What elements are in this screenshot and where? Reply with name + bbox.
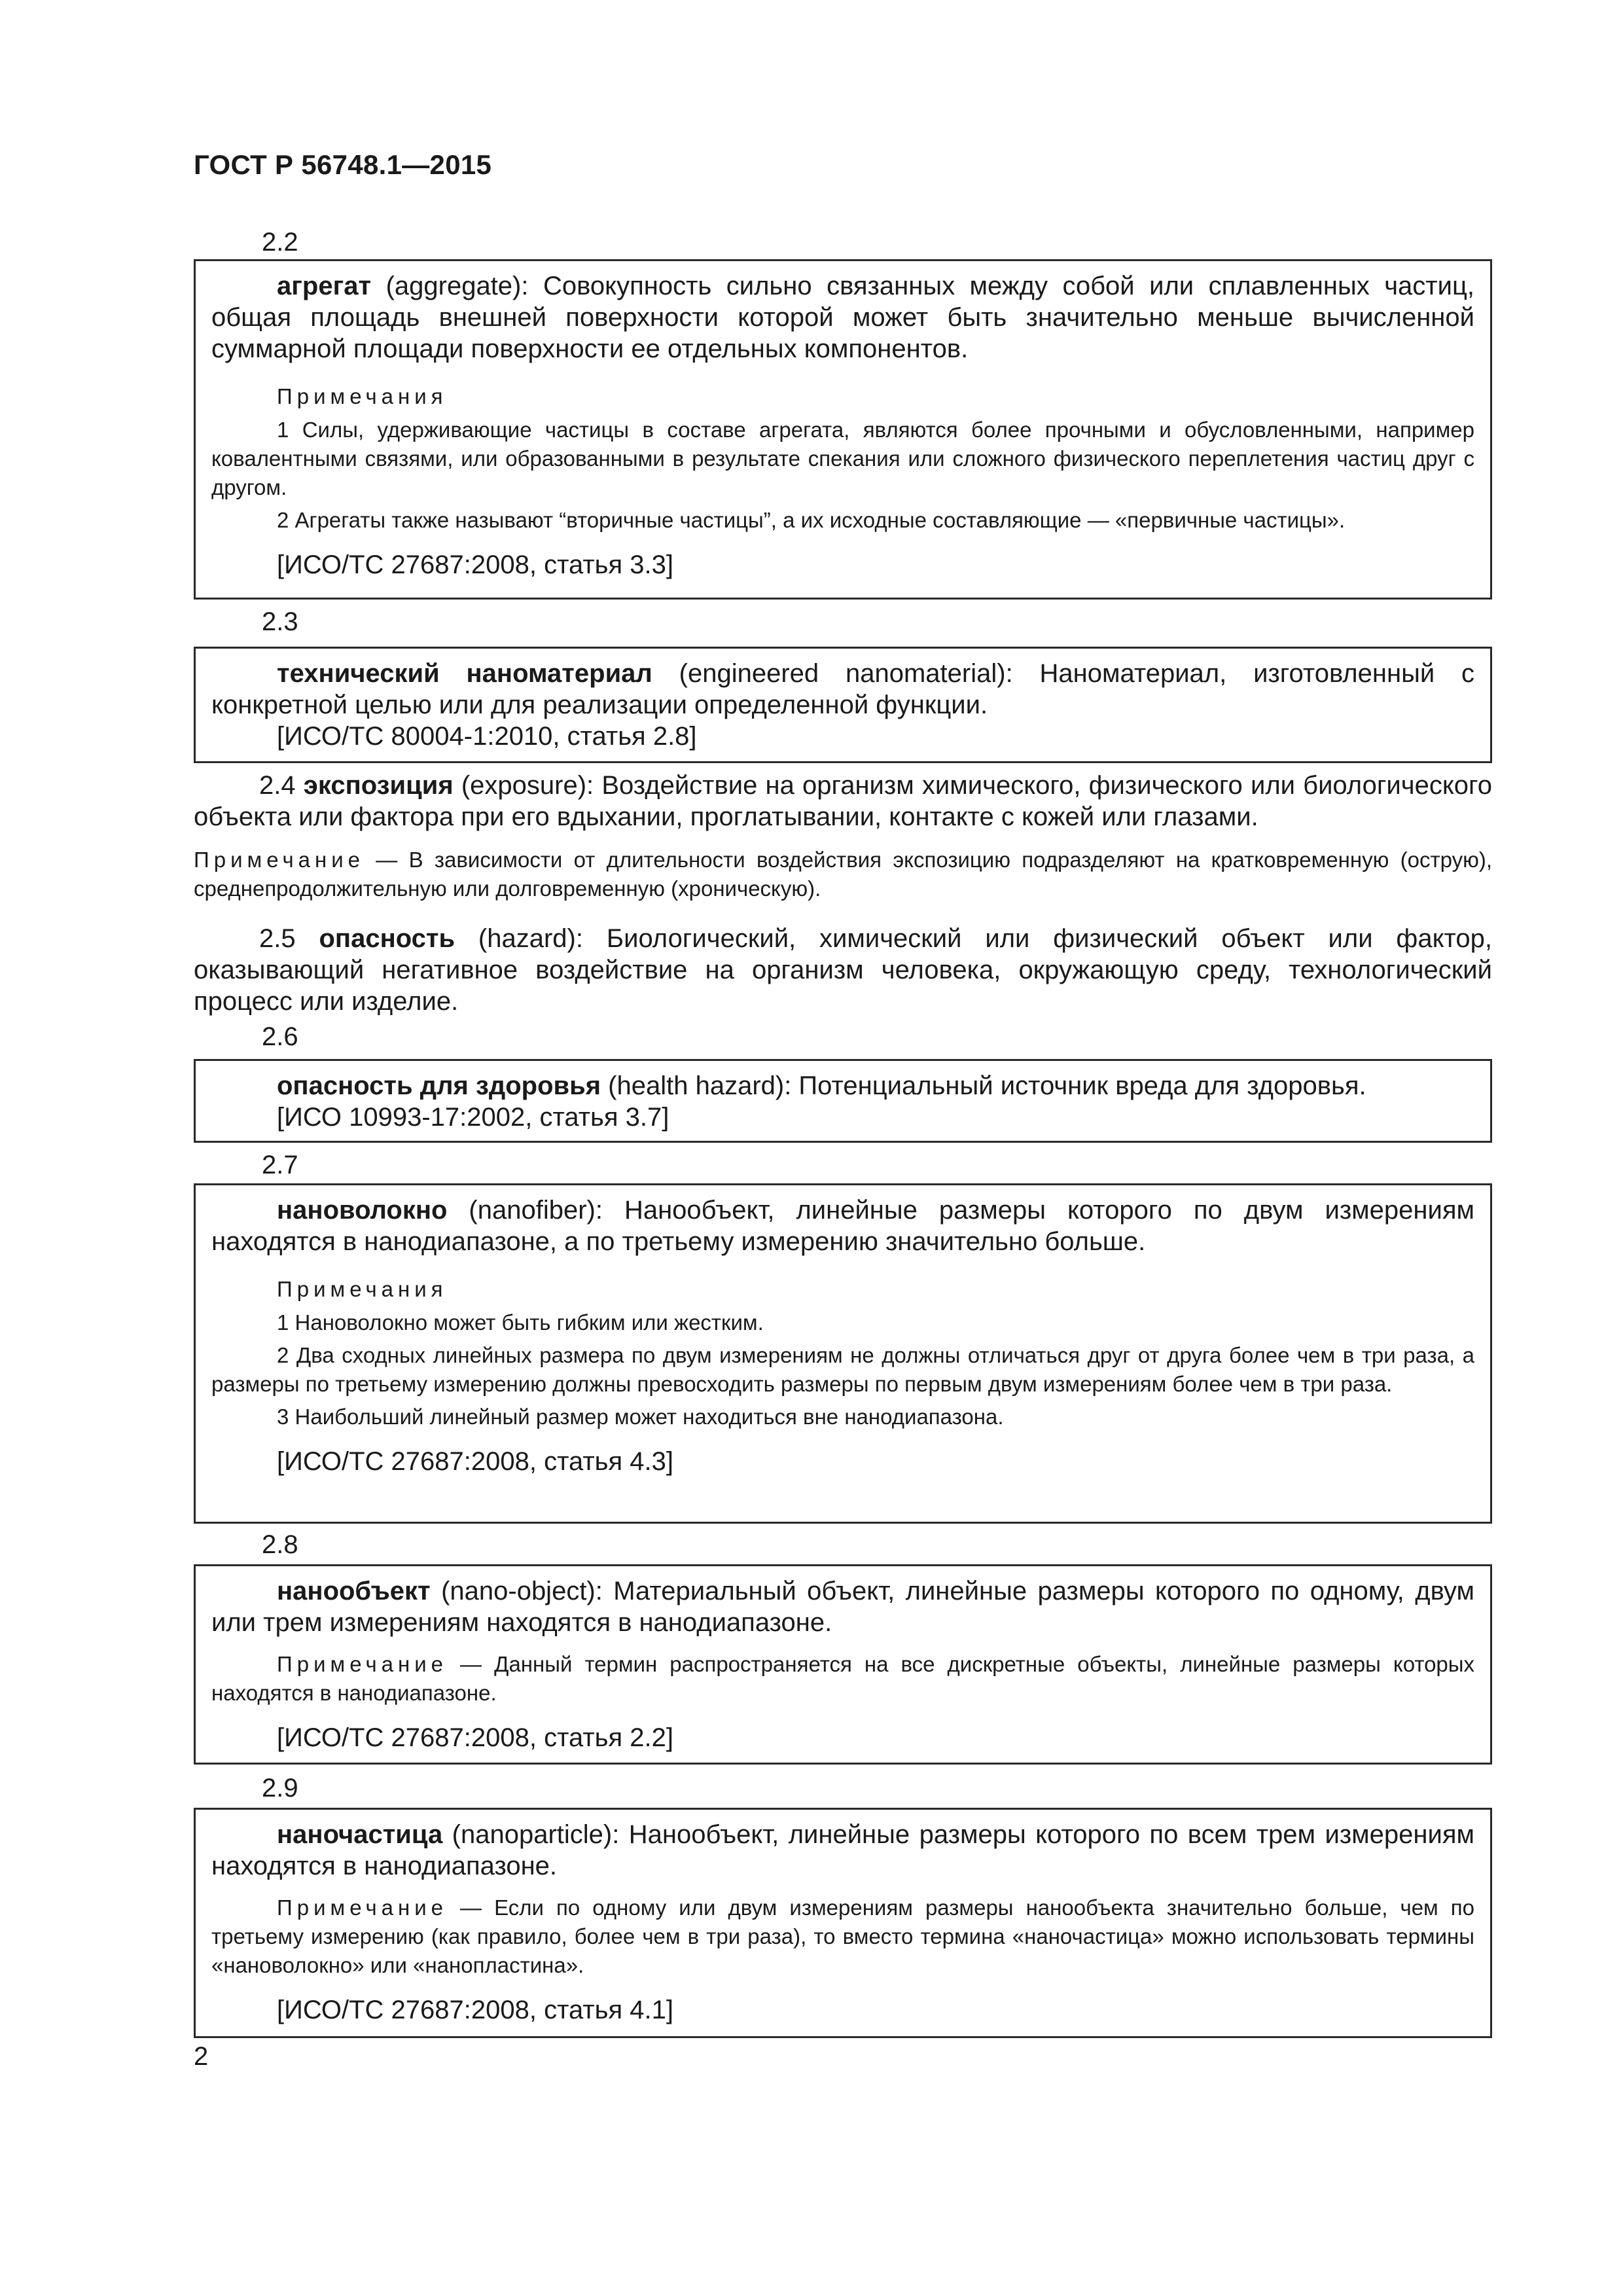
term: нанообъект bbox=[277, 1577, 431, 1605]
definition-text: (engineered nanomaterial): Наноматериал, изготовленный с конкретной целью или для реализации определенной функции. bbox=[211, 659, 1474, 719]
note-text: — Данный термин распространяется на все дискретные объекты, линейные размеры которых находятся в нанодиапазоне. bbox=[211, 1652, 1474, 1705]
term-definition bbox=[211, 658, 1474, 721]
entry-number-2-7: 2.7 bbox=[262, 1151, 298, 1179]
entry-number-2-8: 2.8 bbox=[262, 1530, 298, 1559]
term-definition bbox=[194, 770, 1492, 833]
page-header-title: ГОСТ Р 56748.1—2015 bbox=[194, 149, 492, 180]
term: опасность для здоровья bbox=[277, 1071, 601, 1100]
term-definition bbox=[211, 1819, 1474, 1882]
term: наночастица bbox=[277, 1820, 443, 1849]
definition-text: (nano-object): Материальный объект, линейные размеры которого по одному, двум или трем измерениям находятся в нанодиапазоне. bbox=[211, 1577, 1474, 1637]
entry-hazard bbox=[194, 923, 1492, 1017]
note-2: 2 Агрегаты также называют “вторичные частицы”, а их исходные составляющие — «первичные частицы». bbox=[277, 508, 1346, 532]
term-definition bbox=[211, 1194, 1474, 1257]
source-reference: [ИСО/ТС 27687:2008, статья 4.3] bbox=[277, 1447, 673, 1476]
term-box-aggregate bbox=[194, 259, 1492, 600]
term-box-nano-object bbox=[194, 1564, 1492, 1765]
definition-text: (hazard): Биологический, химический или физический объект или фактор, оказывающий негативное воздействие на организм человека, окружающую среду, технологический процесс или изделие. bbox=[194, 924, 1493, 1016]
notes-heading: Примечания bbox=[277, 384, 448, 408]
note-text: — Если по одному или двум измерениям размеры нанообъекта значительно больше, чем по третьему измерению (как правило, более чем в три раза), то вместо термина «наночастица» можно использовать термины «нановолокно» или «нанопластина». bbox=[211, 1895, 1474, 1977]
term: опасность bbox=[319, 924, 455, 953]
note-1: 1 Нановолокно может быть гибким или жестким. bbox=[277, 1310, 764, 1335]
page-number: 2 bbox=[194, 2042, 209, 2071]
term-definition bbox=[194, 923, 1492, 1017]
entry-number-2-3: 2.3 bbox=[262, 607, 298, 636]
entry-number-2-2: 2.2 bbox=[262, 228, 298, 257]
term: экспозиция bbox=[303, 771, 454, 800]
source-reference: [ИСО/ТС 27687:2008, статья 4.1] bbox=[277, 1996, 673, 2024]
term-definition bbox=[211, 270, 1474, 365]
term-box-health-hazard bbox=[194, 1059, 1492, 1143]
entry-number-2-9: 2.9 bbox=[262, 1774, 298, 1803]
term-box-nanofiber bbox=[194, 1183, 1492, 1524]
note-label: Примечание bbox=[194, 848, 365, 872]
definition-text: (nanoparticle): Нанообъект, линейные размеры которого по всем трем измерениям находятся в нанодиапазоне. bbox=[211, 1820, 1474, 1880]
term: технический наноматериал bbox=[277, 659, 652, 688]
definition-text: (nanofiber): Нанообъект, линейные размеры которого по двум измерениям находятся в нанодиапазоне, а по третьему измерению значительно больше. bbox=[211, 1196, 1474, 1256]
note-label: Примечание bbox=[277, 1652, 448, 1676]
entry-number-2-5: 2.5 bbox=[259, 924, 319, 953]
source-reference: [ИСО/ТС 80004-1:2010, статья 2.8] bbox=[277, 722, 697, 751]
note-3: 3 Наибольший линейный размер может находиться вне нанодиапазона. bbox=[277, 1405, 1004, 1429]
note-1: 1 Силы, удерживающие частицы в составе агрегата, являются более прочными и обусловленными, например ковалентными связями, или образованными в результате спекания или сложного физического переплетения частиц друг с другом. bbox=[211, 418, 1474, 499]
note-label: Примечание bbox=[277, 1895, 448, 1920]
term-definition bbox=[211, 1575, 1474, 1638]
entry-exposure bbox=[194, 770, 1492, 903]
term: нановолокно bbox=[277, 1196, 448, 1225]
note bbox=[194, 846, 1492, 903]
source-reference: [ИСО 10993-17:2002, статья 3.7] bbox=[277, 1103, 669, 1132]
term-box-nanoparticle bbox=[194, 1808, 1492, 2038]
source-reference: [ИСО/ТС 27687:2008, статья 3.3] bbox=[277, 550, 673, 579]
note-2: 2 Два сходных линейных размера по двум измерениям не должны отличаться друг от друга более чем в три раза, а размеры по третьему измерению должны превосходить размеры по первым двум измерениям более чем в три раза. bbox=[211, 1343, 1474, 1396]
note bbox=[211, 1893, 1474, 1980]
term-box-engineered-nanomaterial bbox=[194, 647, 1492, 763]
definition-text: (aggregate): Совокупность сильно связанных между собой или сплавленных частиц, общая площадь внешней поверхности которой может быть значительно меньше вычисленной суммарной площади поверхности ее отдельных компонентов. bbox=[211, 272, 1474, 363]
note bbox=[211, 1650, 1474, 1708]
note-text: — В зависимости от длительности воздействия экспозицию подразделяют на кратковременную (острую), среднепродолжительную или долговременную (хроническую). bbox=[194, 848, 1492, 901]
entry-number-2-4: 2.4 bbox=[259, 771, 304, 800]
term: агрегат bbox=[277, 272, 372, 300]
notes-heading: Примечания bbox=[277, 1277, 448, 1301]
source-reference: [ИСО/ТС 27687:2008, статья 2.2] bbox=[277, 1723, 673, 1752]
term-definition bbox=[211, 1070, 1474, 1102]
definition-text: (exposure): Воздействие на организм химического, физического или биологического объекта или фактора при его вдыхании, проглатывании, контакте с кожей или глазами. bbox=[194, 771, 1492, 831]
entry-number-2-6: 2.6 bbox=[262, 1022, 298, 1051]
definition-text: (health hazard): Потенциальный источник вреда для здоровья. bbox=[601, 1071, 1366, 1100]
